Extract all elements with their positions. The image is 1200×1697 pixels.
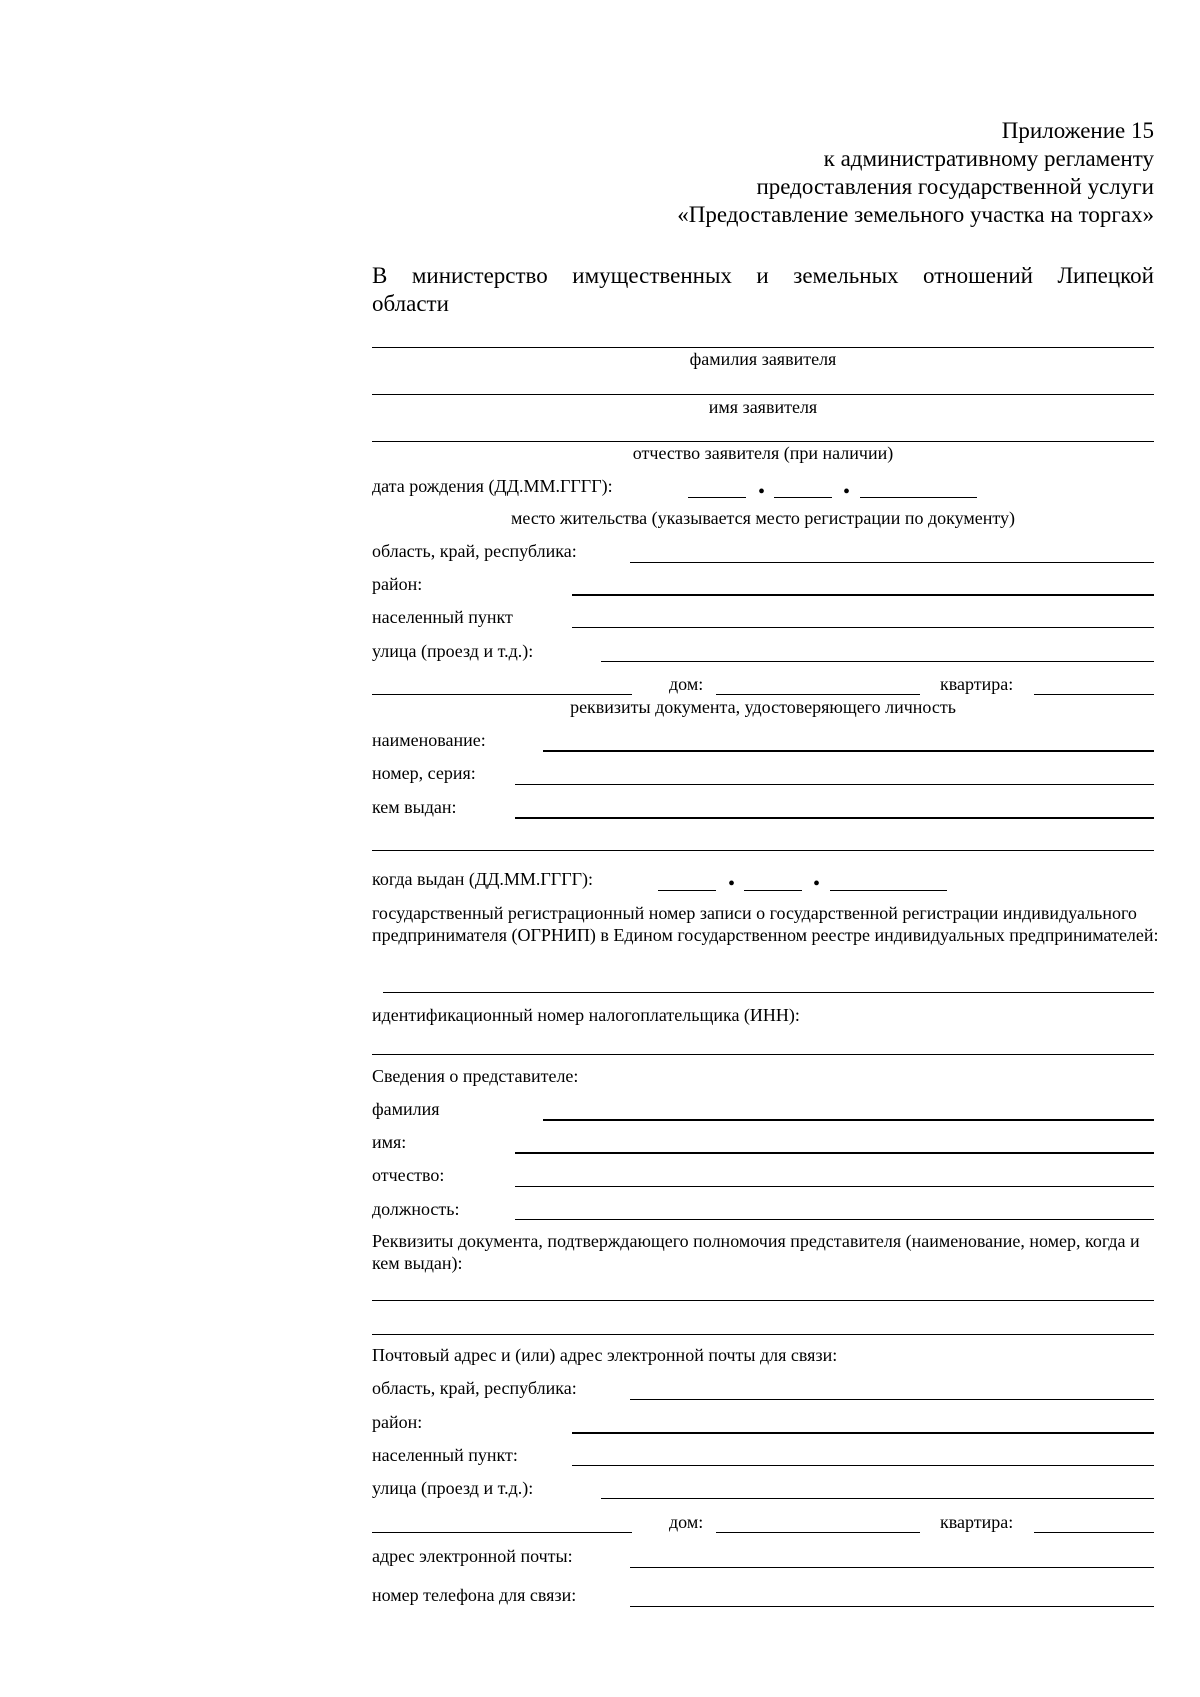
appendix-line-3: предоставления государственной услуги	[756, 174, 1154, 199]
phone-label: номер телефона для связи:	[372, 1585, 577, 1605]
apartment-field[interactable]	[1034, 694, 1154, 695]
locality-label: населенный пункт	[372, 607, 513, 627]
contact-street-continuation-field[interactable]	[372, 1532, 632, 1533]
date-separator: •	[813, 873, 821, 895]
contact-apartment-field[interactable]	[1034, 1532, 1154, 1533]
house-field[interactable]	[716, 694, 920, 695]
rep-position-field[interactable]	[515, 1219, 1154, 1220]
authority-doc-continuation-field[interactable]	[372, 1334, 1154, 1335]
contact-title: Почтовый адрес и (или) адрес электронной почты для связи:	[372, 1345, 838, 1365]
contact-region-label: область, край, республика:	[372, 1378, 577, 1398]
ogrnip-field[interactable]	[383, 992, 1154, 993]
contact-locality-field[interactable]	[572, 1465, 1154, 1466]
addressee-line-2: области	[372, 291, 449, 316]
rep-patronymic-label: отчество:	[372, 1165, 445, 1185]
street-continuation-field[interactable]	[372, 694, 632, 695]
id-document-caption: реквизиты документа, удостоверяющего личность	[570, 697, 956, 717]
phone-field[interactable]	[630, 1606, 1154, 1607]
contact-house-field[interactable]	[716, 1532, 920, 1533]
birth-date-label: дата рождения (ДД.ММ.ГГГГ):	[372, 476, 613, 496]
issued-by-field[interactable]	[515, 817, 1154, 819]
contact-locality-label: населенный пункт:	[372, 1445, 518, 1465]
contact-street-field[interactable]	[601, 1498, 1154, 1499]
inn-label: идентификационный номер налогоплательщика (ИНН):	[372, 1005, 800, 1025]
representative-title: Сведения о представителе:	[372, 1066, 579, 1086]
region-field[interactable]	[630, 562, 1154, 563]
ogrnip-text: государственный регистрационный номер записи о государственной регистрации индивидуального предпринимателя (ОГРНИП) в Едином государственном реестре индивидуальных предпринимателей:	[372, 903, 1159, 945]
name-field[interactable]	[372, 394, 1154, 395]
district-label: район:	[372, 574, 423, 594]
authority-doc-field[interactable]	[372, 1300, 1154, 1301]
issue-date-label: когда выдан (ДД.ММ.ГГГГ):	[372, 869, 594, 889]
contact-street-label: улица (проезд и т.д.):	[372, 1478, 534, 1498]
street-label: улица (проезд и т.д.):	[372, 641, 534, 661]
inn-field[interactable]	[372, 1054, 1154, 1055]
issued-by-label: кем выдан:	[372, 797, 457, 817]
contact-house-label: дом:	[669, 1512, 704, 1532]
apartment-label: квартира:	[940, 674, 1014, 694]
appendix-number: Приложение 15	[1001, 118, 1154, 143]
region-label: область, край, республика:	[372, 541, 577, 561]
rep-position-label: должность:	[372, 1199, 460, 1219]
contact-region-field[interactable]	[630, 1399, 1154, 1400]
issue-year-field[interactable]	[830, 890, 947, 891]
birth-year-field[interactable]	[860, 497, 977, 498]
addressee-line-1: В министерство имущественных и земельных отношений Липецкой	[372, 263, 1154, 288]
issue-day-field[interactable]	[658, 890, 716, 891]
appendix-line-2: к административному регламенту	[823, 146, 1154, 171]
birth-day-field[interactable]	[688, 497, 746, 498]
date-separator: •	[728, 873, 736, 895]
date-separator: •	[843, 481, 851, 503]
rep-name-field[interactable]	[515, 1152, 1154, 1154]
date-separator: •	[758, 481, 766, 503]
residence-caption: место жительства (указывается место регистрации по документу)	[510, 508, 1016, 528]
birth-month-field[interactable]	[774, 497, 832, 498]
contact-district-label: район:	[372, 1412, 423, 1432]
contact-district-field[interactable]	[572, 1432, 1154, 1434]
street-field[interactable]	[601, 661, 1154, 662]
issued-by-continuation-field[interactable]	[372, 850, 1154, 851]
rep-patronymic-field[interactable]	[515, 1186, 1154, 1187]
authority-doc-text: Реквизиты документа, подтверждающего полномочия представителя (наименование, номер, когда и кем выдан):	[372, 1231, 1140, 1273]
email-field[interactable]	[630, 1567, 1154, 1568]
surname-caption: фамилия заявителя	[689, 349, 837, 369]
patronymic-caption: отчество заявителя (при наличии)	[632, 443, 894, 463]
rep-surname-field[interactable]	[543, 1119, 1154, 1121]
issue-month-field[interactable]	[744, 890, 802, 891]
doc-name-field[interactable]	[543, 750, 1154, 752]
appendix-line-4: «Предоставление земельного участка на торгах»	[677, 202, 1154, 227]
district-field[interactable]	[572, 594, 1154, 596]
doc-number-field[interactable]	[515, 784, 1154, 785]
rep-name-label: имя:	[372, 1132, 407, 1152]
doc-name-label: наименование:	[372, 730, 486, 750]
house-label: дом:	[669, 674, 704, 694]
contact-apartment-label: квартира:	[940, 1512, 1014, 1532]
doc-number-label: номер, серия:	[372, 763, 476, 783]
rep-surname-label: фамилия	[372, 1099, 440, 1119]
email-label: адрес электронной почты:	[372, 1546, 573, 1566]
name-caption: имя заявителя	[708, 397, 818, 417]
locality-field[interactable]	[572, 627, 1154, 628]
